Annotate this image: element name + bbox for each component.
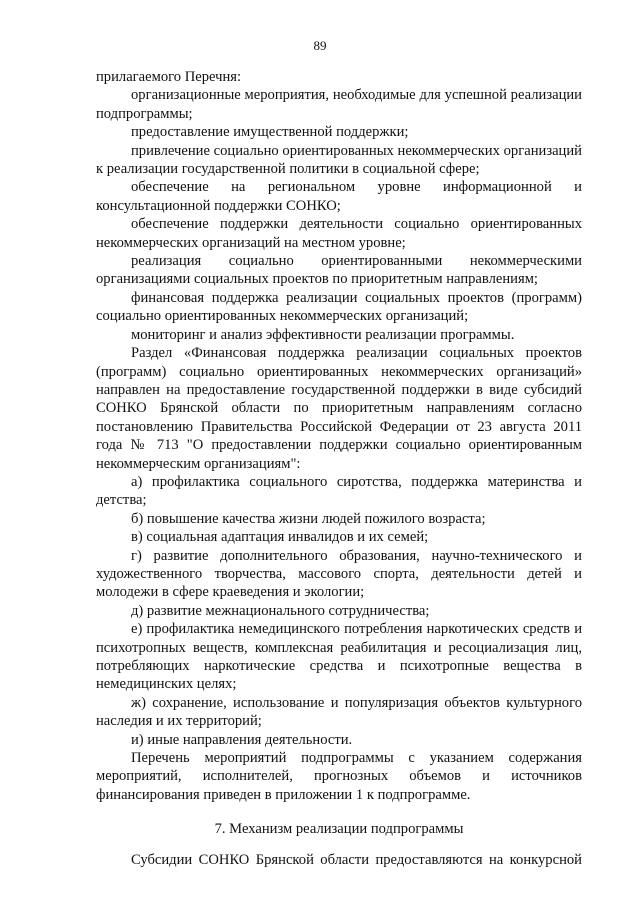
page-number: 89 <box>313 38 327 53</box>
direction-item-zh: ж) сохранение, использование и популяризация объектов культурного наследия и их территорий; <box>96 694 582 730</box>
direction-item-b: б) повышение качества жизни людей пожилого возраста; <box>131 510 486 527</box>
direction-item-i: и) иные направления деятельности. <box>131 731 353 748</box>
paragraph-continuation: прилагаемого Перечня: <box>96 69 242 85</box>
list-item-property-support: предоставление имущественной поддержки; <box>131 124 409 141</box>
paragraph-measures-list: Перечень мероприятий подпрограммы с указанием содержания мероприятий, исполнителей, прогнозных объемов и источников финансирования приведен в приложении 1 к подпрограмме. <box>96 750 582 803</box>
list-item-involvement: привлечение социально ориентированных некоммерческих организаций к реализации государственной политики в социальной сфере; <box>96 142 582 178</box>
paragraph-subsidies: Субсидии СОНКО Брянской области предоставляются на конкурсной <box>131 851 582 868</box>
list-item-project-implementation: реализация социально ориентированными некоммерческими организациями социальных проектов по приоритетным направлениям; <box>96 253 582 288</box>
direction-item-g: г) развитие дополнительного образования, научно-технического и художественного творчества, массового спорта, деятельности детей и молодежи в сфере краеведения и экологии; <box>96 547 582 601</box>
list-item-local-support: обеспечение поддержки деятельности социально ориентированных некоммерческих организаций на местном уровне; <box>96 216 582 251</box>
list-item-monitoring: мониторинг и анализ эффективности реализации программы. <box>131 326 515 343</box>
direction-item-d: д) развитие межнационального сотрудничества; <box>131 602 430 619</box>
document-body <box>96 68 582 869</box>
direction-item-e: е) профилактика немедицинского потребления наркотических средств и психотропных веществ, комплексная реабилитация и ресоциализация лиц, потребляющих наркотические средства и психотропные вещества в немедицинских целях; <box>96 621 582 693</box>
list-item-information-support: обеспечение на региональном уровне информационной и консультационной поддержки СОНКО; <box>96 179 582 214</box>
list-item-organizational-measures: организационные мероприятия, необходимые для успешной реализации подпрограммы; <box>96 87 582 122</box>
direction-item-a: а) профилактика социального сиротства, поддержка материнства и детства; <box>96 473 582 509</box>
list-item-financial-support: финансовая поддержка реализации социальных проектов (программ) социально ориентированных некоммерческих организаций; <box>96 289 582 325</box>
direction-item-v: в) социальная адаптация инвалидов и их семей; <box>131 529 429 546</box>
section-heading: 7. Механизм реализации подпрограммы <box>214 821 464 838</box>
paragraph-section-financial-support: Раздел «Финансовая поддержка реализации социальных проектов (программ) социально ориентированных некоммерческих организаций» направлен на предоставление государственной поддержки в виде субсидий СОНКО Брянской области по приоритетным направлениям согласно постановлению Правительства Российской Федерации от 23 августа 2011 года № 713 "О предоставлении поддержки социально ориентированным некоммерческим организациям": <box>96 345 582 472</box>
